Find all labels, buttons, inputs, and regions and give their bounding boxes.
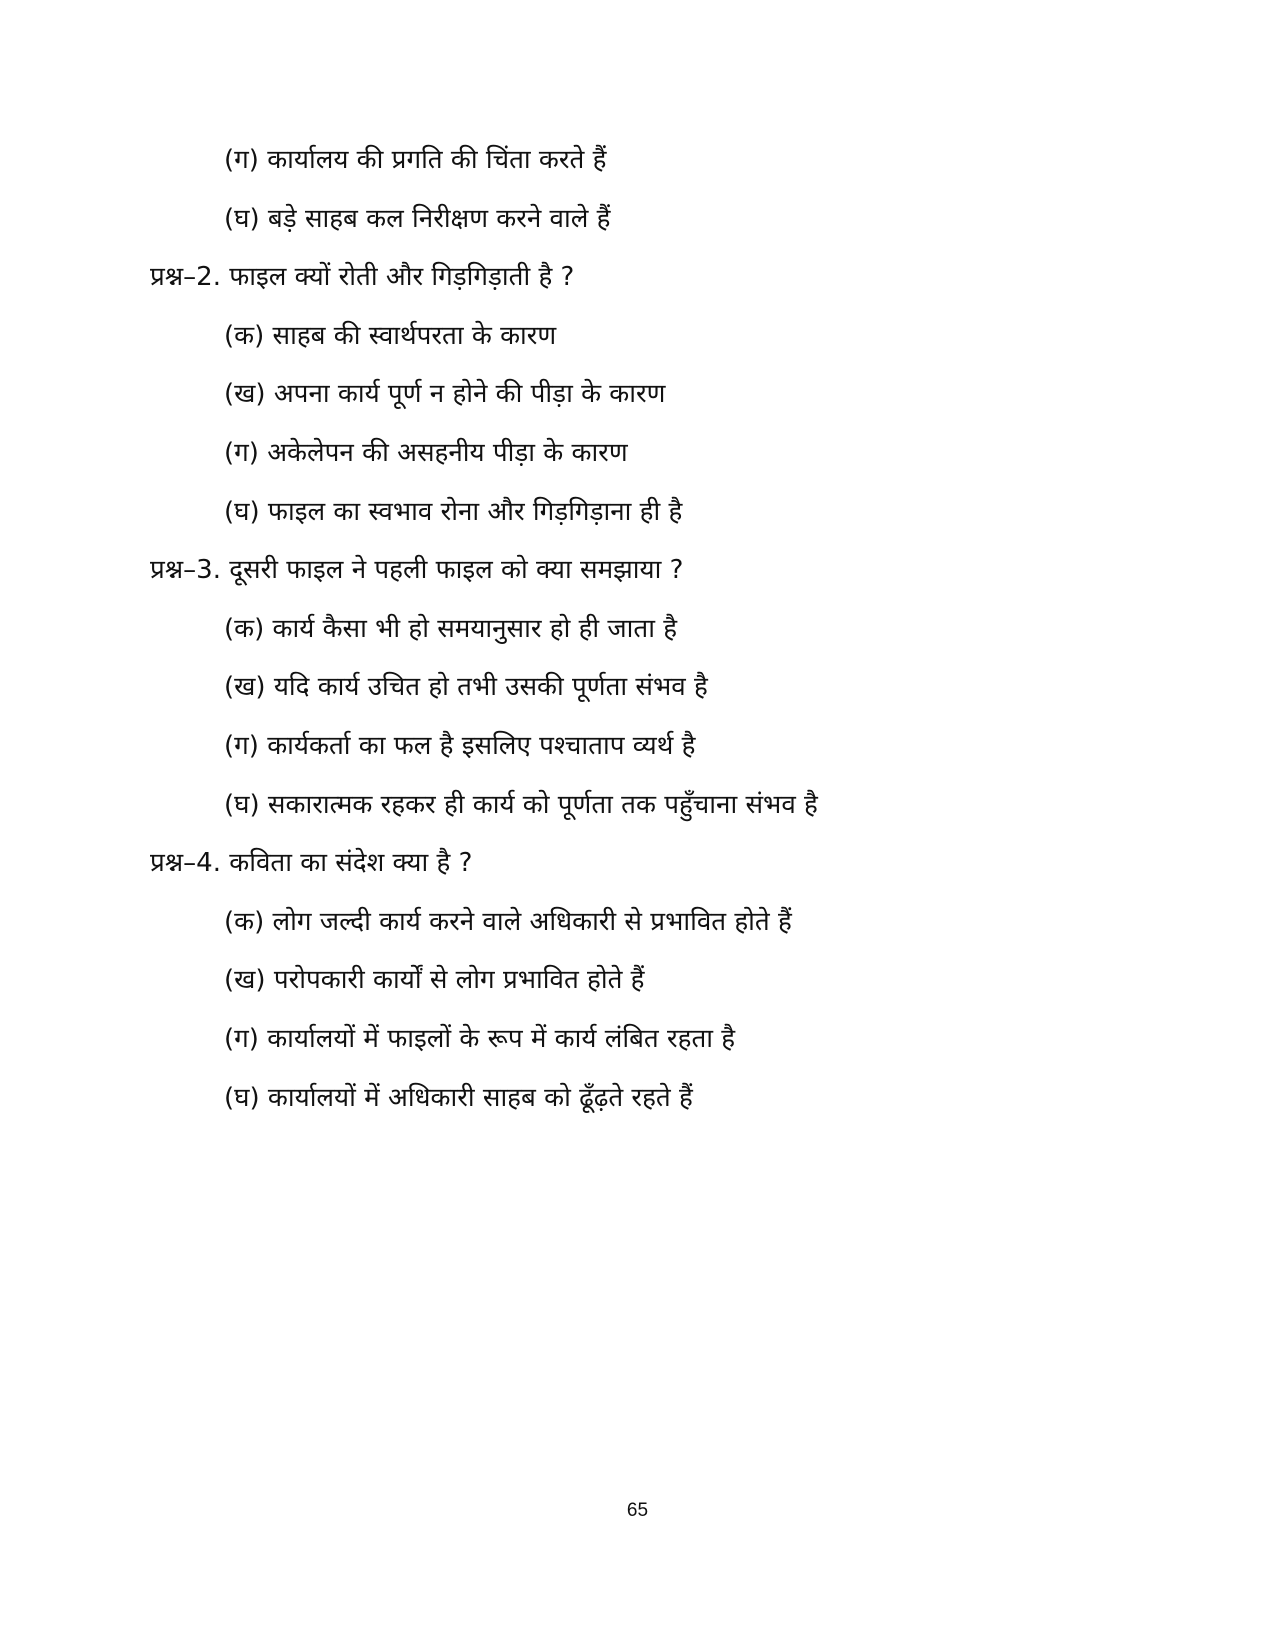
option-line: (घ) बड़े साहब कल निरीक्षण करने वाले हैं <box>224 203 611 234</box>
option-line: (घ) फाइल का स्वभाव रोना और गिड़गिड़ाना ही है <box>224 496 683 527</box>
option-line: (ग) कार्यालय की प्रगति की चिंता करते हैं <box>224 145 607 175</box>
option-line: (क) साहब की स्वार्थपरता के कारण <box>224 320 557 351</box>
option-line: (घ) कार्यालयों में अधिकारी साहब को ढूँढ़ते रहते हैं <box>224 1082 693 1113</box>
option-line: (ग) कार्यकर्ता का फल है इसलिए पश्चाताप व्यर्थ है <box>224 730 696 761</box>
option-line: (ख) परोपकारी कार्यों से लोग प्रभावित होते हैं <box>224 965 645 996</box>
question-line: प्रश्न–3. दूसरी फाइल ने पहली फाइल को क्या समझाया ? <box>150 555 684 586</box>
option-line: (ख) अपना कार्य पूर्ण न होने की पीड़ा के कारण <box>224 379 666 410</box>
option-line: (ग) कार्यालयों में फाइलों के रूप में कार्य लंबित रहता है <box>224 1023 736 1054</box>
option-line: (क) लोग जल्दी कार्य करने वाले अधिकारी से प्रभावित होते हैं <box>224 906 792 937</box>
question-list <box>150 138 1150 1134</box>
option-line: (क) कार्य कैसा भी हो समयानुसार हो ही जाता है <box>224 613 678 644</box>
page-number: 65 <box>626 1500 649 1521</box>
question-line: प्रश्न–4. कविता का संदेश क्या है ? <box>150 848 473 879</box>
question-line: प्रश्न–2. फाइल क्यों रोती और गिड़गिड़ाती है ? <box>150 262 575 293</box>
option-line: (ग) अकेलेपन की असहनीय पीड़ा के कारण <box>224 437 628 468</box>
option-line: (घ) सकारात्मक रहकर ही कार्य को पूर्णता तक पहुँचाना संभव है <box>224 789 818 820</box>
option-line: (ख) यदि कार्य उचित हो तभी उसकी पूर्णता संभव है <box>224 672 708 703</box>
